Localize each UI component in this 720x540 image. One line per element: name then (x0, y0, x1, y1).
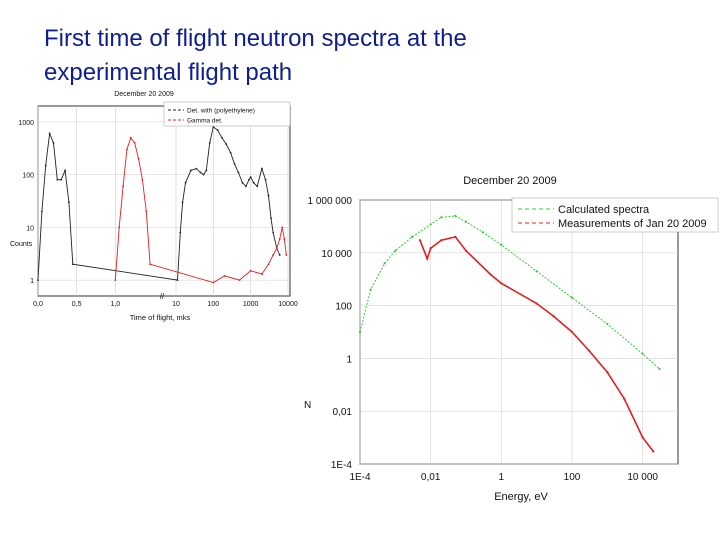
y-tick-label: 1 (30, 278, 34, 286)
data-point (606, 371, 608, 373)
data-point (60, 179, 62, 181)
data-point (281, 226, 283, 228)
x-axis-label: Time of flight, mks (129, 313, 191, 322)
data-point (440, 239, 442, 241)
data-point (230, 152, 232, 154)
data-point (272, 232, 274, 234)
data-point (430, 247, 432, 249)
data-point (276, 247, 278, 249)
data-point (419, 239, 421, 241)
data-point (500, 244, 502, 246)
data-point (490, 273, 492, 275)
data-point (268, 195, 270, 197)
data-point (221, 137, 223, 139)
legend-label: Measurements of Jan 20 2009 (558, 218, 707, 230)
slide-title-line-2: experimental flight path (44, 59, 293, 86)
x-tick-label: 10 (172, 301, 180, 308)
data-point (122, 185, 124, 187)
data-point (195, 168, 197, 170)
data-point (41, 211, 43, 213)
data-point (642, 353, 644, 355)
legend (164, 102, 290, 126)
data-point (285, 254, 287, 256)
legend-label: Gamma det. (187, 117, 223, 125)
data-point (217, 129, 219, 131)
data-point (411, 236, 413, 238)
data-point (279, 254, 281, 256)
x-axis-label: Energy, eV (494, 491, 548, 503)
data-point (190, 170, 192, 172)
data-point (500, 282, 502, 284)
data-point (279, 238, 281, 240)
legend-label: Calculated spectra (558, 204, 650, 216)
data-point (454, 215, 456, 217)
data-point (72, 263, 74, 265)
x-tick-label: 1E-4 (349, 472, 371, 483)
data-point (114, 279, 116, 281)
data-point (384, 262, 386, 264)
data-point (571, 331, 573, 333)
slide-title (44, 22, 664, 90)
data-point (212, 282, 214, 284)
y-tick-label: 10 000 (321, 248, 352, 260)
x-tick-label: 0,0 (33, 301, 43, 308)
data-point (623, 398, 625, 400)
x-tick-label: 10000 (278, 301, 298, 308)
data-point (179, 232, 181, 234)
data-point (454, 236, 456, 238)
y-axis-label: N (304, 400, 312, 411)
data-point (440, 216, 442, 218)
data-point (465, 221, 467, 223)
data-point (536, 270, 538, 272)
plot-area (38, 106, 290, 296)
plot-area (360, 200, 678, 464)
data-point (177, 279, 179, 281)
data-point (45, 164, 47, 166)
x-tick-label: 0,5 (71, 301, 82, 308)
data-point (185, 182, 187, 184)
data-point (426, 258, 428, 260)
data-point (49, 133, 51, 135)
data-point (134, 142, 136, 144)
y-tick-label: 1 000 000 (307, 196, 352, 207)
data-point (37, 279, 39, 281)
data-point (182, 201, 184, 203)
x-tick-label: 0,01 (420, 472, 441, 483)
data-point (571, 297, 573, 299)
data-point (430, 223, 432, 225)
chart-title: December 20 2009 (114, 91, 174, 98)
data-point (238, 172, 240, 174)
data-point (203, 174, 205, 176)
data-point (241, 182, 243, 184)
y-tick-label: 1 (346, 354, 352, 366)
slide-title-line-1: First time of flight neutron spectra at the (44, 25, 467, 52)
chart-title: December 20 2009 (463, 175, 557, 187)
data-point (142, 179, 144, 181)
data-point (145, 211, 147, 213)
data-point (149, 263, 151, 265)
data-point (261, 168, 263, 170)
tof-spectrum-chart (0, 86, 300, 326)
data-point (253, 182, 255, 184)
data-point (130, 137, 132, 139)
x-tick-label: 1 (498, 472, 505, 483)
data-point (370, 289, 372, 291)
data-point (359, 331, 361, 333)
energy-spectrum-chart (296, 168, 720, 508)
x-tick-label: 1,0 (110, 301, 121, 308)
data-point (245, 185, 247, 187)
data-point (588, 349, 590, 351)
legend (512, 198, 718, 232)
data-point (652, 450, 654, 452)
data-point (658, 368, 660, 370)
data-point (270, 217, 272, 219)
data-point (225, 143, 227, 145)
data-point (234, 163, 236, 165)
data-point (212, 126, 214, 128)
x-tick-label: 1000 (242, 301, 259, 308)
data-point (536, 302, 538, 304)
data-point (394, 250, 396, 252)
y-tick-label: 1E-4 (330, 460, 352, 471)
x-tick-label: 10 000 (627, 472, 658, 483)
data-point (138, 158, 140, 160)
data-point (126, 149, 128, 151)
data-point (199, 172, 201, 174)
x-tick-label: 100 (563, 472, 581, 483)
data-point (239, 279, 241, 281)
data-point (261, 273, 263, 275)
y-tick-label: 1000 (18, 119, 34, 127)
data-point (552, 315, 554, 317)
data-point (268, 263, 270, 265)
y-tick-label: 100 (22, 172, 34, 180)
data-point (224, 275, 226, 277)
legend-label: Det. with (polyethylene) (187, 107, 255, 115)
y-tick-label: 10 (26, 225, 34, 233)
data-point (482, 231, 484, 233)
data-point (606, 323, 608, 325)
data-point (56, 179, 58, 181)
data-point (250, 176, 252, 178)
x-tick-label: 100 (207, 301, 220, 308)
data-point (283, 238, 285, 240)
data-point (465, 250, 467, 252)
axis-break-mark: // (159, 292, 165, 301)
y-axis-label: Counts (10, 241, 33, 248)
data-point (248, 179, 250, 181)
data-point (205, 170, 207, 172)
y-tick-label: 0,01 (332, 407, 352, 419)
data-point (272, 254, 274, 256)
data-point (68, 201, 70, 203)
data-point (209, 142, 211, 144)
data-point (53, 142, 55, 144)
data-point (256, 185, 258, 187)
data-point (642, 437, 644, 439)
data-point (265, 179, 267, 181)
data-point (250, 270, 252, 272)
y-tick-label: 100 (335, 301, 352, 313)
data-point (64, 170, 66, 172)
data-point (118, 226, 120, 228)
